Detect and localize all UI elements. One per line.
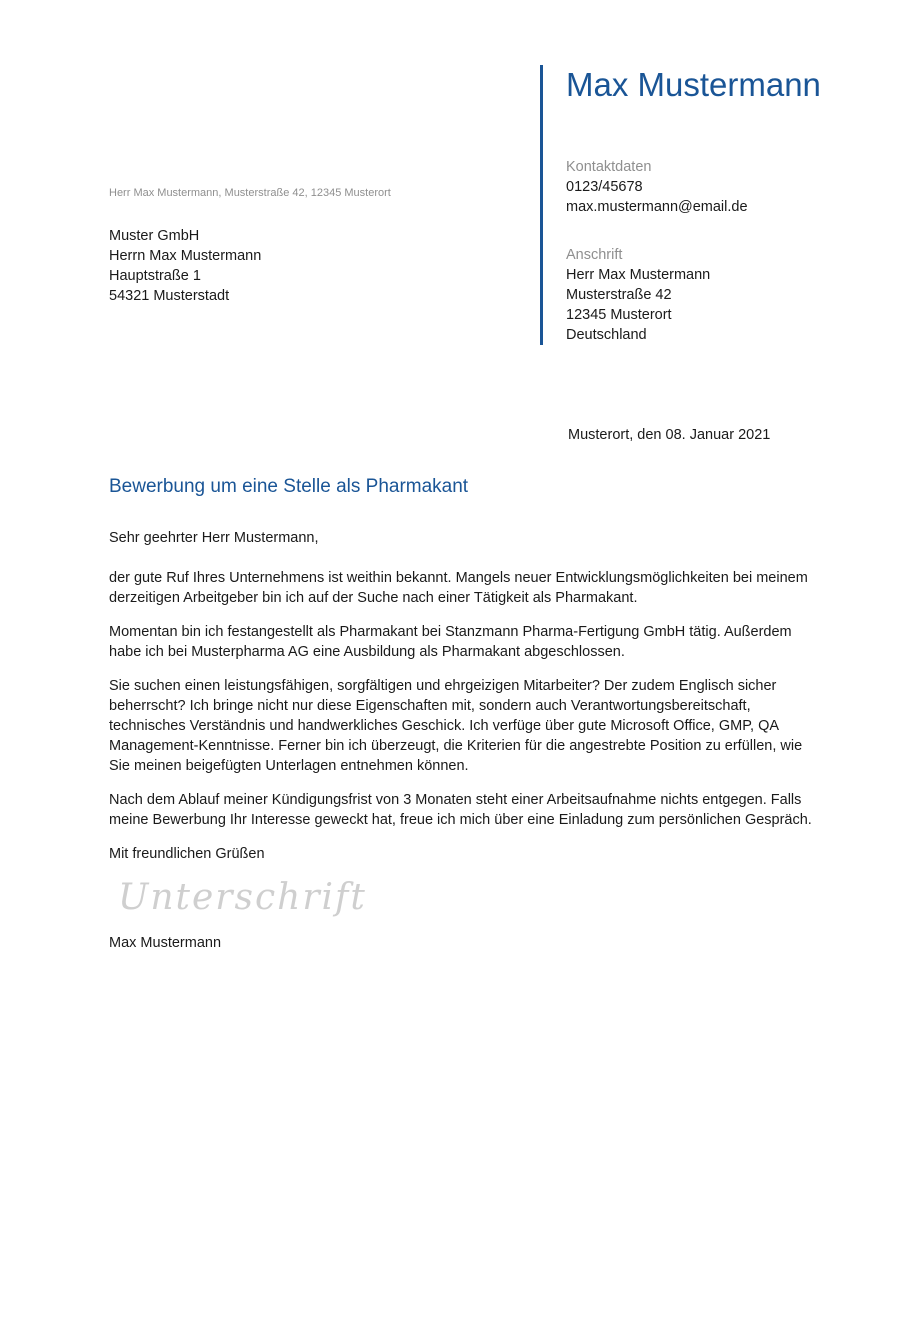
address-line: Herr Max Mustermann	[566, 267, 711, 283]
contact-email: max.mustermann@email.de	[566, 199, 748, 215]
body-paragraph: Sie suchen einen leistungsfähigen, sorgfältigen und ehrgeizigen Mitarbeiter? Der zudem Englisch sicher beherrscht? Ich bringe nicht nur diese Eigenschaften mit, sondern auch Verantwortungsbereitschaft, technisches Verständnis und handwerkliches Geschick. Ich verfüge über gute Microsoft Office, GMP, QA Management-Kenntnisse. Ferner bin ich überzeugt, die Kriterien für die angestrebte Position zu erfüllen, wie Sie meinen beigefügten Unterlagen entnehmen können.	[109, 678, 803, 774]
letter-subject: Bewerbung um eine Stelle als Pharmakant	[109, 476, 469, 497]
sender-return-line: Herr Max Mustermann, Musterstraße 42, 12345 Musterort	[109, 187, 391, 199]
body-paragraph: der gute Ruf Ihres Unternehmens ist weithin bekannt. Mangels neuer Entwicklungsmöglichkeiten bei meinem derzeitigen Arbeitgeber bin ich auf der Suche nach einer Tätigkeit als Pharmakant.	[109, 570, 808, 606]
letter-body	[109, 528, 824, 864]
address-line: Deutschland	[566, 327, 647, 343]
recipient-address	[109, 226, 261, 306]
applicant-name: Max Mustermann	[566, 66, 821, 103]
accent-bar	[540, 65, 543, 345]
signer-name: Max Mustermann	[109, 935, 222, 951]
contact-phone: 0123/45678	[566, 179, 643, 195]
address-line: 12345 Musterort	[566, 307, 672, 323]
body-paragraph: Nach dem Ablauf meiner Kündigungsfrist von 3 Monaten steht einer Arbeitsaufnahme nichts entgegen. Falls meine Bewerbung Ihr Interesse geweckt hat, freue ich mich über eine Einladung zum persönlichen Gespräch.	[109, 792, 812, 828]
body-paragraph: Momentan bin ich festangestellt als Pharmakant bei Stanzmann Pharma-Fertigung GmbH tätig. Außerdem habe ich bei Musterpharma AG eine Ausbildung als Pharmakant abgeschlossen.	[109, 624, 792, 660]
recipient-line: Hauptstraße 1	[109, 268, 201, 284]
closing-phrase: Mit freundlichen Grüßen	[109, 846, 265, 862]
contact-block	[566, 157, 748, 217]
recipient-line: Herrn Max Mustermann	[109, 248, 262, 264]
recipient-line: 54321 Musterstadt	[109, 288, 230, 304]
signature: Unterschrift	[118, 877, 367, 918]
contact-label: Kontaktdaten	[566, 159, 652, 175]
letter-date: Musterort, den 08. Januar 2021	[568, 427, 771, 443]
address-line: Musterstraße 42	[566, 287, 672, 303]
address-label: Anschrift	[566, 247, 623, 263]
salutation: Sehr geehrter Herr Mustermann,	[109, 530, 319, 546]
address-block	[566, 245, 710, 345]
recipient-line: Muster GmbH	[109, 228, 200, 244]
